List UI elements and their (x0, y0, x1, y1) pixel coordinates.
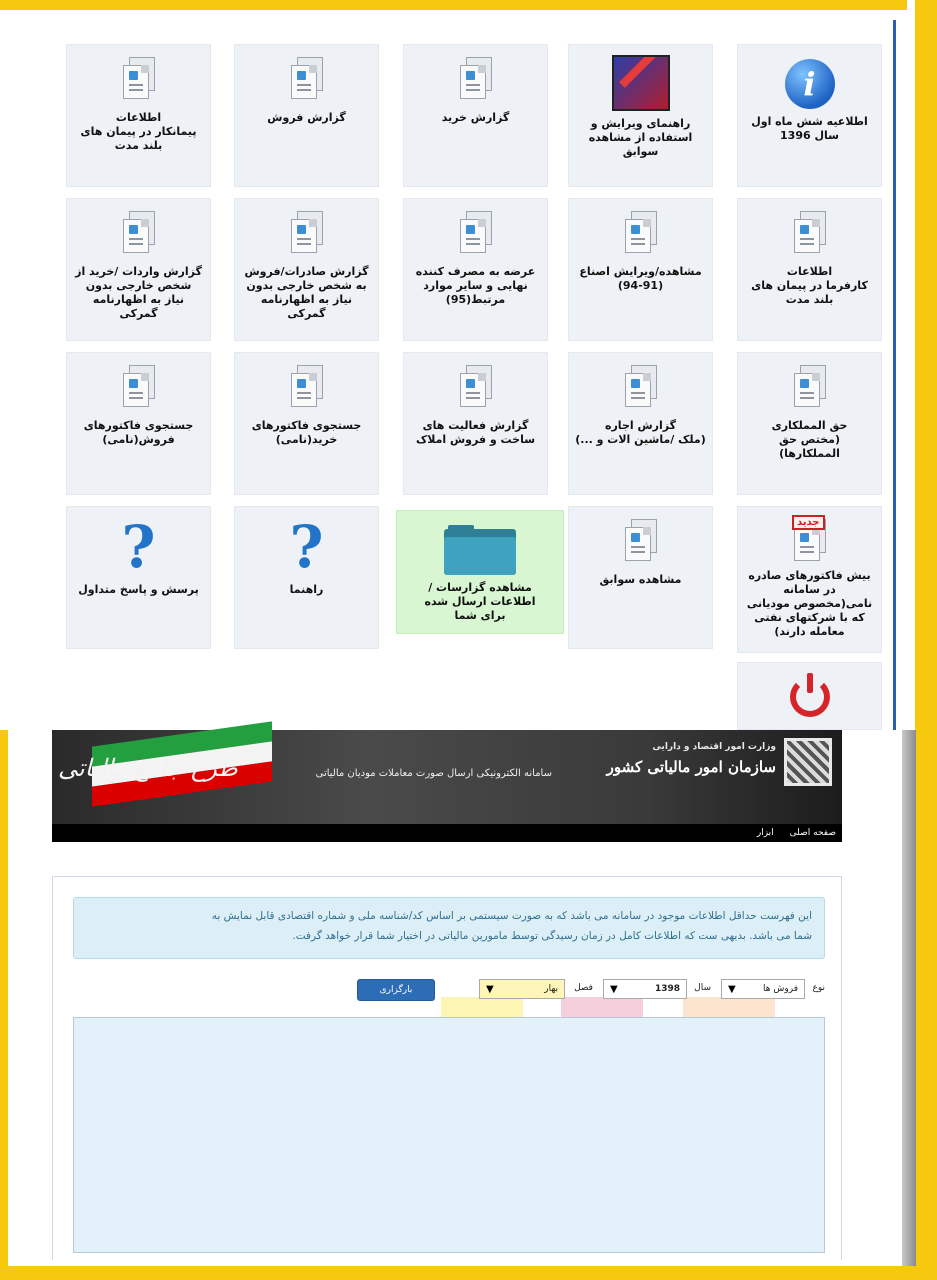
tile-announcement[interactable] (737, 44, 882, 187)
tile-label: راهنمای ویرایش و استفاده از مشاهده سوابق (588, 117, 693, 158)
tile-proforma-invoices[interactable] (737, 506, 882, 653)
document-icon (454, 55, 498, 105)
tile-label: گزارش خرید (441, 111, 510, 124)
tile-logout[interactable] (737, 662, 882, 730)
document-icon (285, 209, 329, 259)
tile-commission[interactable] (737, 352, 882, 495)
tile-label: جستجوی فاکتورهای خرید(نامی) (251, 419, 362, 446)
tile-edit-guide[interactable] (568, 44, 713, 187)
tile-label: اطلاعات پیمانکار در پیمان های بلند مدت (80, 111, 197, 152)
system-subtitle: سامانه الکترونیکی ارسال صورت معاملات مودیان مالیاتی (315, 768, 552, 779)
chevron-down-icon: ▼ (610, 983, 618, 995)
tile-rent-report[interactable] (568, 352, 713, 495)
document-icon (285, 363, 329, 413)
frame-top (0, 0, 937, 10)
document-icon (619, 209, 663, 259)
tile-contractor-info[interactable] (66, 44, 211, 187)
panel-shadow (902, 730, 916, 1266)
type-select[interactable] (721, 979, 805, 999)
notice-line-1: این فهرست حداقل اطلاعات موجود در سامانه می باشد که به صورت سیستمی بر اساس کد/شناسه ملی و شماره اقتصادی قابل نمایش به (211, 910, 812, 922)
tile-sales-report[interactable] (234, 44, 379, 187)
frame-left (0, 730, 8, 1280)
tile-sales-invoice-search[interactable] (66, 352, 211, 495)
results-area (73, 1017, 825, 1253)
tile-purchase-invoice-search[interactable] (234, 352, 379, 495)
tile-label: مشاهده سوابق (599, 573, 682, 586)
chevron-down-icon: ▼ (728, 983, 736, 995)
notice-line-2: شما می باشد. بدیهی ست که اطلاعات کامل در زمان رسیدگی توسط مامورین مالیاتی در اختیار شما قرار خواهد گرفت. (292, 930, 812, 942)
power-icon (790, 677, 830, 717)
tile-purchase-report[interactable] (403, 44, 548, 187)
tile-employer-info[interactable] (737, 198, 882, 341)
tile-construction-report[interactable] (403, 352, 548, 495)
tile-guild-edit[interactable] (568, 198, 713, 341)
panel-divider (893, 20, 896, 730)
season-select[interactable] (479, 979, 565, 999)
load-button[interactable]: بارگزاری (357, 979, 435, 1001)
service-tiles-grid (0, 10, 893, 730)
ministry-name: وزارت امور اقتصاد و دارایی (652, 742, 776, 752)
pencil-icon (612, 55, 670, 111)
new-badge: جدید (792, 515, 825, 530)
tile-consumer-supply[interactable] (403, 198, 548, 341)
nav-bar (52, 824, 842, 842)
tile-import-report[interactable] (66, 198, 211, 341)
tile-label: مشاهده گزارسات / اطلاعات ارسال شده برای شما (424, 581, 536, 622)
document-icon (117, 209, 161, 259)
tax-org-logo (784, 738, 832, 786)
tile-received-reports[interactable] (396, 510, 564, 634)
site-header (52, 730, 842, 824)
season-select-value: بهار (544, 984, 558, 994)
org-name: سازمان امور مالیاتی کشور (606, 758, 776, 776)
tile-label: گزارش واردات /خرید از شخص خارجی بدون نیاز به اظهارنامه گمرکی (75, 265, 202, 320)
tile-label: راهنما (289, 583, 324, 596)
chevron-down-icon: ▼ (486, 983, 494, 995)
document-icon (454, 363, 498, 413)
tax-system-page (52, 730, 842, 1260)
document-icon (619, 517, 663, 567)
tile-view-history[interactable] (568, 506, 713, 649)
tile-label: پرسش و پاسخ متداول (78, 583, 199, 596)
info-icon: i (785, 59, 835, 109)
tile-label: اطلاعات کارفرما در پیمان های بلند مدت (751, 265, 868, 306)
tile-faq[interactable] (66, 506, 211, 649)
year-select-value: 1398 (654, 984, 680, 994)
type-select-value: فروش ها (763, 984, 798, 994)
filter-row (73, 979, 825, 1001)
season-label: فصل (574, 983, 593, 993)
type-label: نوع (812, 983, 825, 993)
document-icon (619, 363, 663, 413)
tile-help[interactable] (234, 506, 379, 649)
year-select[interactable] (603, 979, 687, 999)
tile-label: جستجوی فاکتورهای فروش(نامی) (83, 419, 194, 446)
nav-tools-link[interactable]: ابزار (756, 828, 774, 838)
tile-label: مشاهده/ویرایش اصناع (94-91) (579, 265, 702, 292)
frame-right (915, 0, 937, 1280)
document-icon (788, 209, 832, 259)
report-panel (52, 876, 842, 1260)
document-icon (117, 363, 161, 413)
nav-home-link[interactable]: صفحه اصلی (789, 828, 836, 838)
tile-label: بیش فاکتورهای صادره در سامانه نامی(مخصوص مودیانی که با شرکتهای نفتی معامله دارند) (746, 569, 873, 638)
tile-label: عرضه به مصرف کننده نهایی و سایر موارد مرتبط(95) (415, 265, 536, 306)
tile-label: حق المملکاری (مختص حق المملکارها) (771, 419, 848, 460)
year-label: سال (694, 983, 711, 993)
tile-label: اطلاعیه شش ماه اول سال 1396 (751, 115, 868, 142)
question-icon: ? (289, 513, 324, 581)
tile-label: گزارش اجاره (ملک /ماشین الات و ...) (575, 419, 706, 446)
info-notice (73, 897, 825, 959)
tile-export-report[interactable] (234, 198, 379, 341)
header-calligraphy: طرح جامع مالیاتی (58, 754, 238, 782)
tile-label: گزارش فعالیت های ساخت و فروش املاک (415, 419, 536, 446)
document-icon (117, 55, 161, 105)
document-icon (285, 55, 329, 105)
folder-icon (444, 525, 516, 575)
frame-bottom (0, 1266, 937, 1280)
document-icon (788, 363, 832, 413)
tile-label: گزارش صادرات/فروش به شخص خارجی بدون نیاز به اظهارنامه گمرکی (244, 265, 369, 320)
document-icon (454, 209, 498, 259)
question-icon: ? (121, 513, 156, 581)
tile-label: گزارش فروش (267, 111, 346, 124)
